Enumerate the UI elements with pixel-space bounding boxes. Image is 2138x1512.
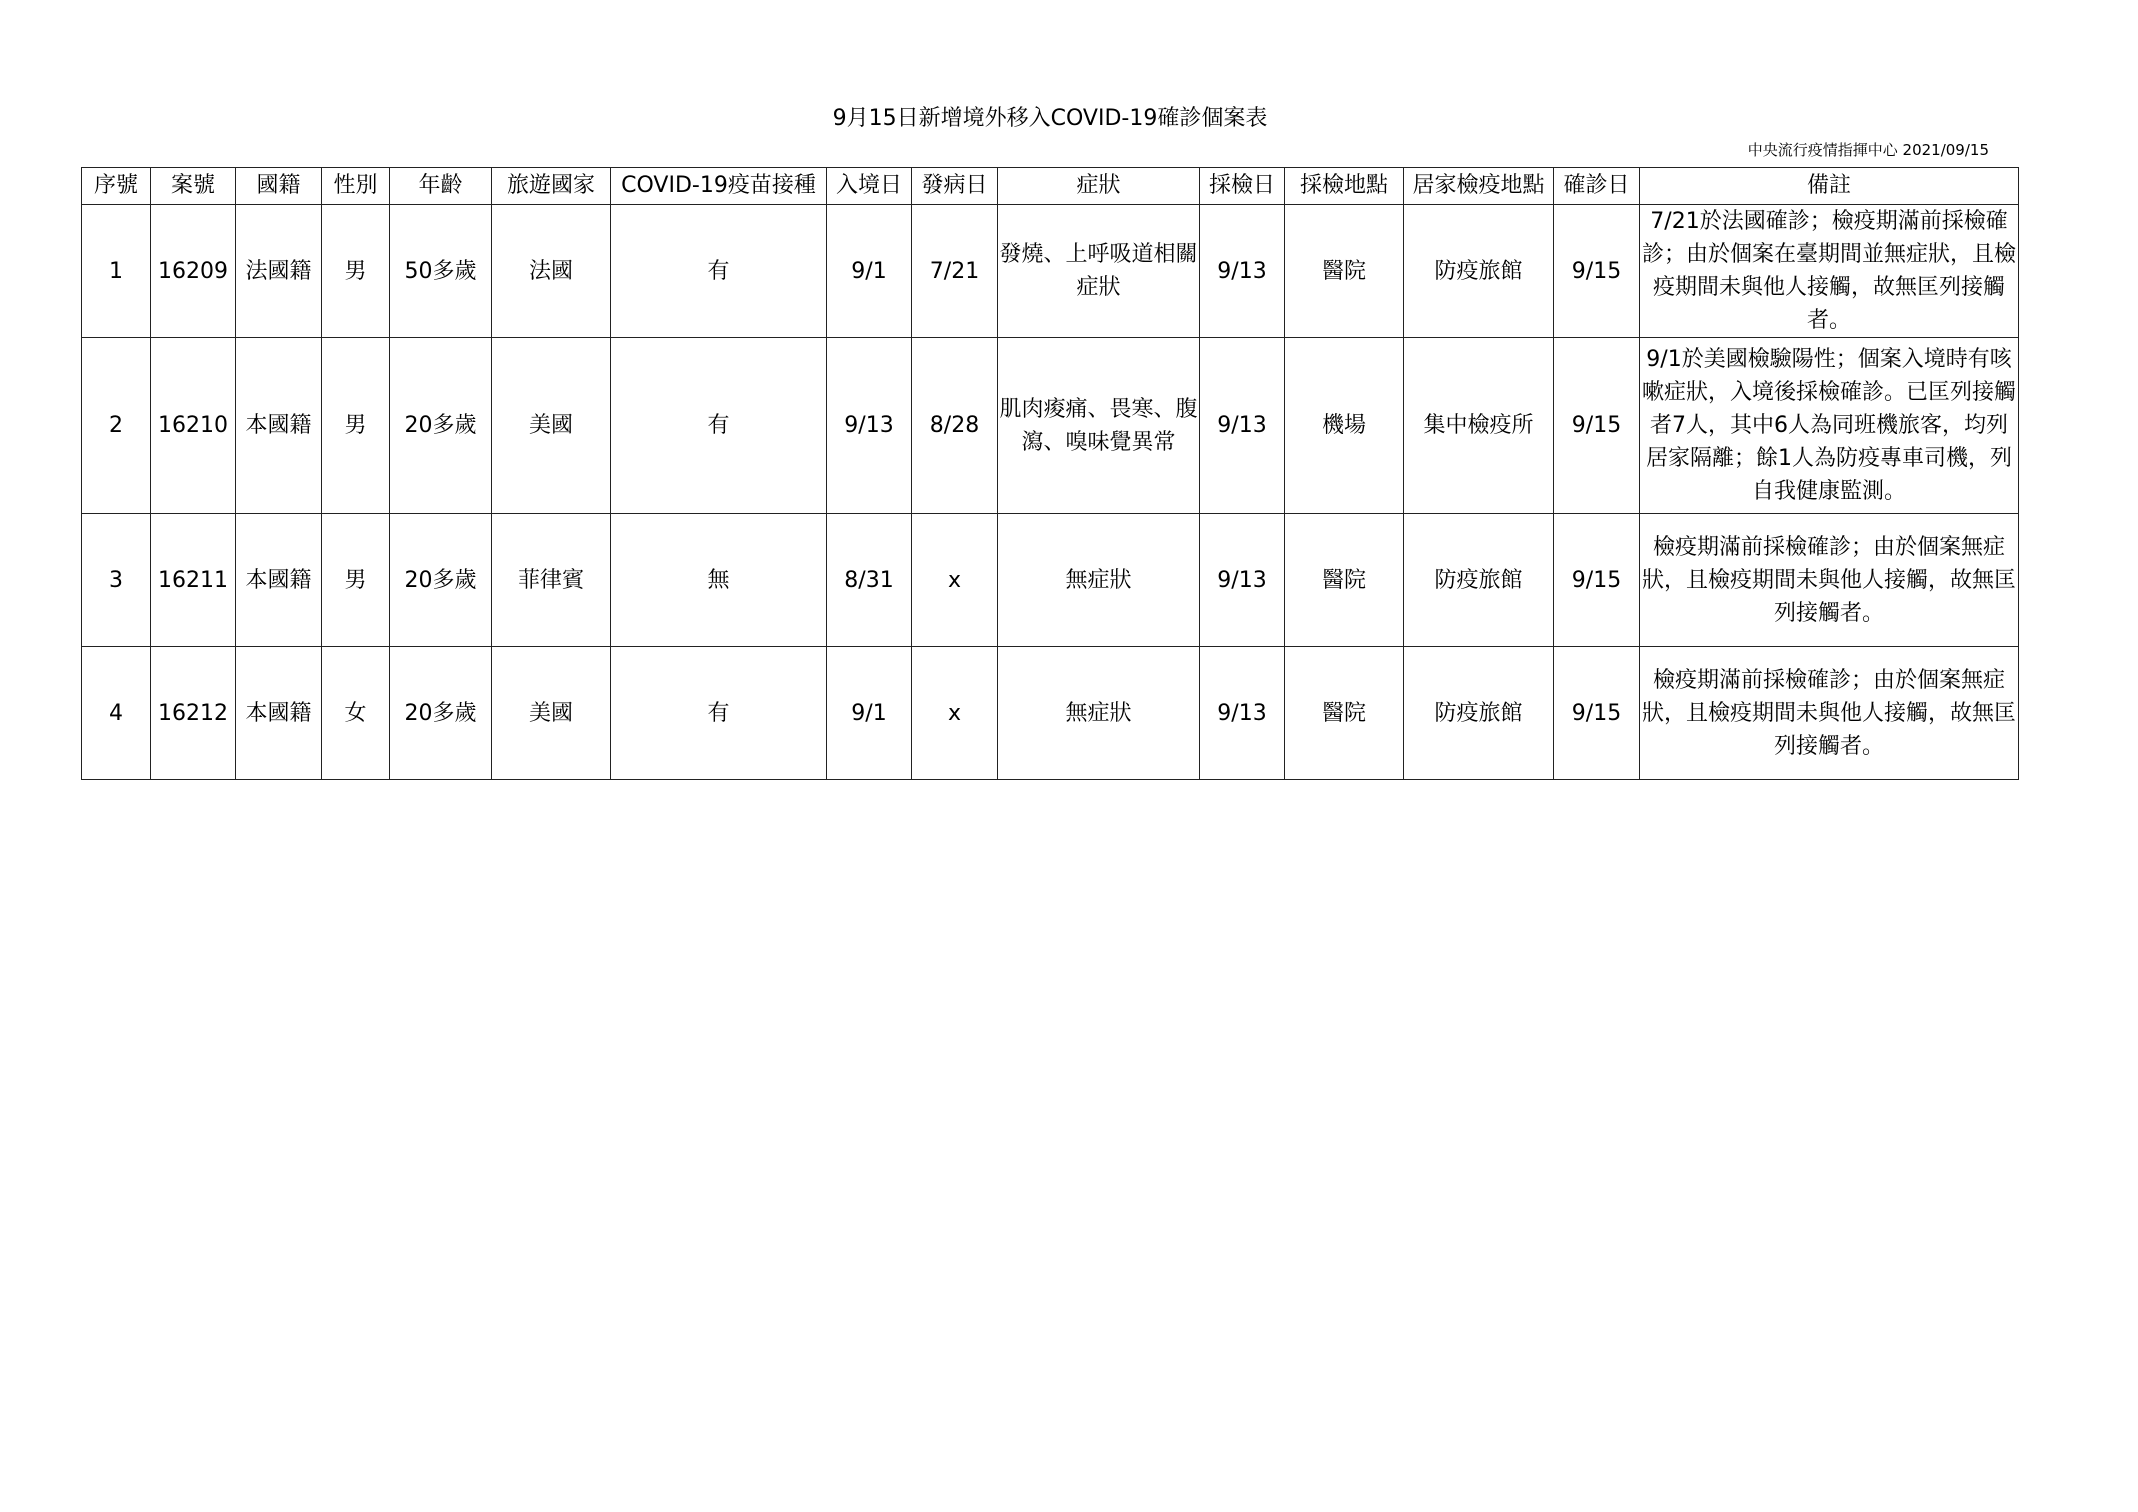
cell-sample-date: 9/13 — [1200, 514, 1285, 647]
cell-nationality: 本國籍 — [236, 338, 322, 514]
table-row — [82, 205, 2019, 338]
cell-quarantine-site: 集中檢疫所 — [1404, 338, 1554, 514]
col-header-seq: 序號 — [82, 168, 151, 205]
cell-vaccinated: 有 — [611, 647, 827, 780]
cell-confirm-date: 9/15 — [1554, 647, 1640, 780]
cell-seq: 1 — [82, 205, 151, 338]
col-header-nationality: 國籍 — [236, 168, 322, 205]
col-header-vaccinated: COVID-19疫苗接種 — [611, 168, 827, 205]
page-title: 9月15日新增境外移入COVID-19確診個案表 — [832, 106, 1268, 131]
cell-confirm-date: 9/15 — [1554, 514, 1640, 647]
col-header-travel-country: 旅遊國家 — [492, 168, 611, 205]
cell-sample-date: 9/13 — [1200, 205, 1285, 338]
col-header-symptoms: 症狀 — [998, 168, 1200, 205]
cell-note: 7/21於法國確診；檢疫期滿前採檢確診；由於個案在臺期間並無症狀，且檢疫期間未與他人接觸，故無匡列接觸者。 — [1640, 205, 2019, 338]
cell-entry-date: 9/13 — [827, 338, 912, 514]
cell-symptoms: 發燒、上呼吸道相關症狀 — [998, 205, 1200, 338]
table-row — [82, 338, 2019, 514]
source-label: 中央流行疫情指揮中心 2021/09/15 — [1747, 141, 1989, 159]
cell-entry-date: 9/1 — [827, 647, 912, 780]
table-row — [82, 647, 2019, 780]
cell-note: 9/1於美國檢驗陽性；個案入境時有咳嗽症狀，入境後採檢確診。已匡列接觸者7人，其中6人為同班機旅客，均列居家隔離；餘1人為防疫專車司機，列自我健康監測。 — [1640, 338, 2019, 514]
cell-case-no: 16210 — [151, 338, 236, 514]
cell-onset-date: x — [912, 514, 998, 647]
cell-nationality: 本國籍 — [236, 647, 322, 780]
cell-nationality: 本國籍 — [236, 514, 322, 647]
case-table — [81, 167, 2019, 780]
cell-sample-site: 醫院 — [1285, 514, 1404, 647]
cell-age: 20多歲 — [390, 514, 492, 647]
col-header-age: 年齡 — [390, 168, 492, 205]
cell-entry-date: 9/1 — [827, 205, 912, 338]
cell-travel-country: 美國 — [492, 647, 611, 780]
col-header-sample-site: 採檢地點 — [1285, 168, 1404, 205]
cell-sex: 男 — [322, 338, 390, 514]
cell-age: 20多歲 — [390, 338, 492, 514]
col-header-sex: 性別 — [322, 168, 390, 205]
cell-travel-country: 菲律賓 — [492, 514, 611, 647]
cell-sex: 男 — [322, 514, 390, 647]
header-row — [82, 168, 2019, 205]
cell-sex: 男 — [322, 205, 390, 338]
table-row — [82, 514, 2019, 647]
cell-confirm-date: 9/15 — [1554, 338, 1640, 514]
cell-onset-date: 7/21 — [912, 205, 998, 338]
cell-symptoms: 無症狀 — [998, 514, 1200, 647]
cell-vaccinated: 無 — [611, 514, 827, 647]
col-header-note: 備註 — [1640, 168, 2019, 205]
col-header-sample-date: 採檢日 — [1200, 168, 1285, 205]
cell-travel-country: 法國 — [492, 205, 611, 338]
cell-travel-country: 美國 — [492, 338, 611, 514]
cell-age: 20多歲 — [390, 647, 492, 780]
cell-age: 50多歲 — [390, 205, 492, 338]
cell-seq: 2 — [82, 338, 151, 514]
cell-sample-site: 醫院 — [1285, 647, 1404, 780]
col-header-case-no: 案號 — [151, 168, 236, 205]
cell-entry-date: 8/31 — [827, 514, 912, 647]
cell-confirm-date: 9/15 — [1554, 205, 1640, 338]
cell-quarantine-site: 防疫旅館 — [1404, 514, 1554, 647]
col-header-confirm-date: 確診日 — [1554, 168, 1640, 205]
cell-quarantine-site: 防疫旅館 — [1404, 647, 1554, 780]
cell-quarantine-site: 防疫旅館 — [1404, 205, 1554, 338]
cell-sex: 女 — [322, 647, 390, 780]
col-header-onset-date: 發病日 — [912, 168, 998, 205]
cell-note: 檢疫期滿前採檢確診；由於個案無症狀，且檢疫期間未與他人接觸，故無匡列接觸者。 — [1640, 514, 2019, 647]
cell-nationality: 法國籍 — [236, 205, 322, 338]
cell-sample-date: 9/13 — [1200, 338, 1285, 514]
cell-vaccinated: 有 — [611, 205, 827, 338]
cell-vaccinated: 有 — [611, 338, 827, 514]
cell-note: 檢疫期滿前採檢確診；由於個案無症狀，且檢疫期間未與他人接觸，故無匡列接觸者。 — [1640, 647, 2019, 780]
cell-seq: 4 — [82, 647, 151, 780]
col-header-entry-date: 入境日 — [827, 168, 912, 205]
cell-onset-date: x — [912, 647, 998, 780]
cell-onset-date: 8/28 — [912, 338, 998, 514]
col-header-quarantine-site: 居家檢疫地點 — [1404, 168, 1554, 205]
cell-case-no: 16209 — [151, 205, 236, 338]
cell-sample-date: 9/13 — [1200, 647, 1285, 780]
cell-symptoms: 無症狀 — [998, 647, 1200, 780]
cell-symptoms: 肌肉痠痛、畏寒、腹瀉、嗅味覺異常 — [998, 338, 1200, 514]
cell-sample-site: 醫院 — [1285, 205, 1404, 338]
cell-seq: 3 — [82, 514, 151, 647]
cell-case-no: 16211 — [151, 514, 236, 647]
cell-case-no: 16212 — [151, 647, 236, 780]
cell-sample-site: 機場 — [1285, 338, 1404, 514]
